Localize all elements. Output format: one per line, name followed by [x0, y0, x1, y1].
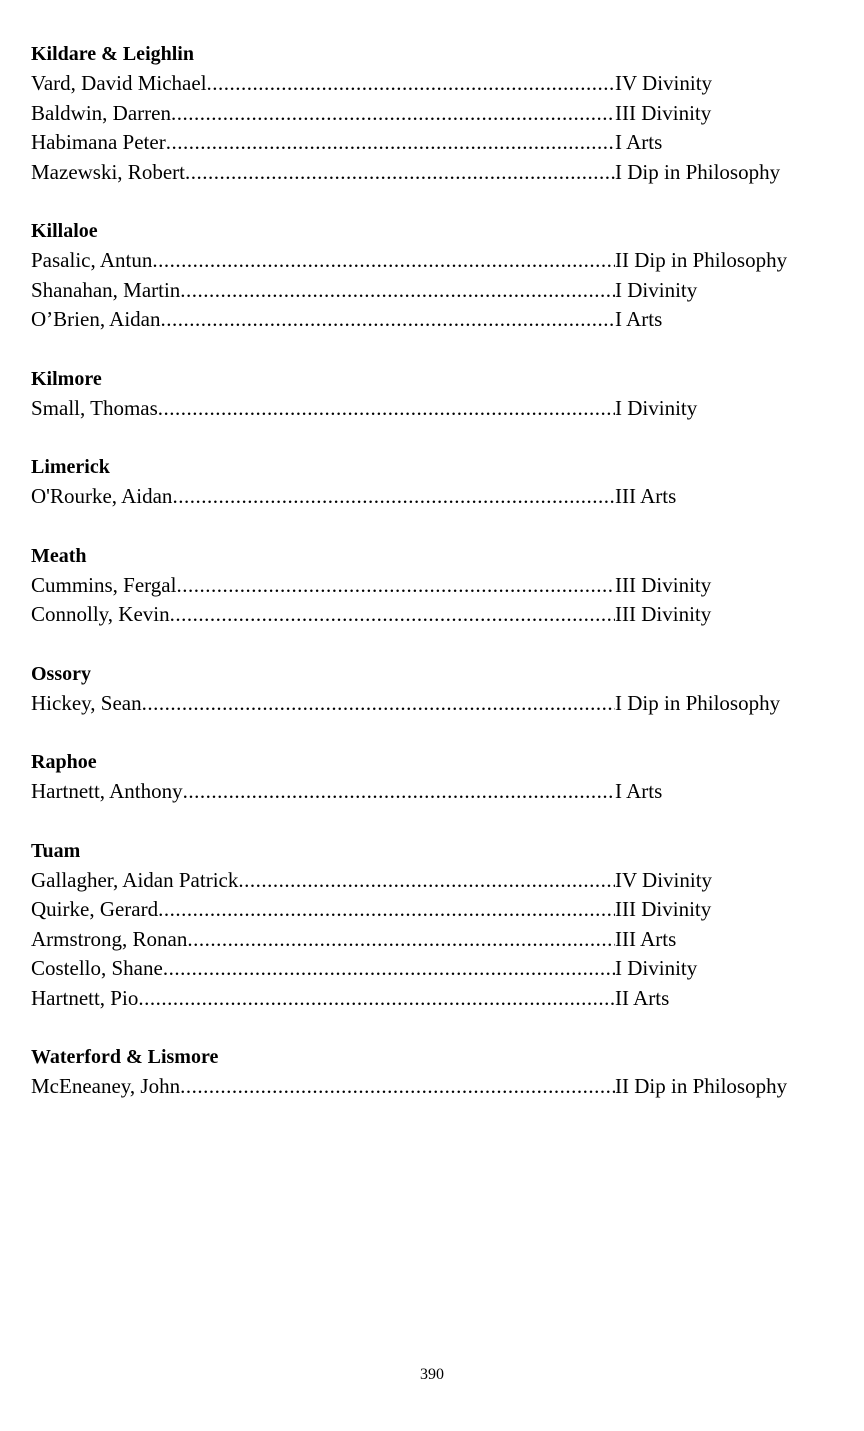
- entry-name: O'Rourke, Aidan: [31, 484, 173, 508]
- list-item: [31, 305, 831, 335]
- dot-leader: [170, 600, 615, 630]
- entry-course: I Arts: [615, 130, 663, 154]
- list-item: [31, 128, 831, 158]
- entry-name: Pasalic, Antun: [31, 248, 153, 272]
- entry-course: I Divinity: [615, 956, 698, 980]
- dot-leader: [238, 866, 615, 896]
- list-item: [31, 1072, 831, 1102]
- section-raphoe: [31, 748, 831, 807]
- entry-name: Armstrong, Ronan: [31, 926, 188, 951]
- dot-leader: [152, 246, 615, 276]
- section-heading: Kilmore: [31, 367, 102, 390]
- list-item: [31, 777, 831, 807]
- entry-course: III Divinity: [615, 572, 712, 597]
- entry-course: I Arts: [615, 307, 663, 331]
- entry-name: Shanahan, Martin: [31, 277, 181, 302]
- list-item: [31, 571, 831, 601]
- section-killaloe: [31, 217, 831, 335]
- entry-course: III Divinity: [615, 602, 712, 626]
- section-waterford-lismore: [31, 1043, 831, 1102]
- list-item: [31, 482, 831, 512]
- dot-leader: [187, 925, 615, 955]
- entry-name: Habimana Peter: [31, 130, 166, 154]
- section-ossory: [31, 660, 831, 719]
- entry-name: Hartnett, Anthony: [31, 779, 183, 803]
- entry-name: McEneaney, John: [31, 1074, 181, 1098]
- entry-course: III Divinity: [615, 897, 712, 921]
- section-heading: Raphoe: [31, 751, 97, 773]
- entry-name: Hickey, Sean: [31, 690, 142, 715]
- dot-leader: [185, 158, 615, 188]
- entry-name: Gallagher, Aidan Patrick: [31, 867, 239, 892]
- dot-leader: [207, 69, 615, 99]
- section-tuam: [31, 837, 831, 1014]
- list-item: [31, 689, 831, 719]
- dot-leader: [160, 305, 615, 335]
- entry-course: I Dip in Philosophy: [615, 690, 781, 715]
- list-item: [31, 158, 831, 188]
- entry-course: II Dip in Philosophy: [615, 248, 788, 272]
- dot-leader: [176, 571, 615, 601]
- entry-name: O’Brien, Aidan: [31, 307, 161, 331]
- entry-course: I Divinity: [615, 395, 698, 420]
- list-item: [31, 984, 831, 1014]
- dot-leader: [172, 482, 615, 512]
- entry-course: II Arts: [615, 985, 670, 1010]
- entry-course: III Arts: [615, 484, 677, 508]
- section-heading: Ossory: [31, 662, 91, 685]
- dot-leader: [163, 954, 615, 984]
- dot-leader: [166, 128, 615, 158]
- section-heading: Tuam: [31, 839, 81, 862]
- entry-name: Small, Thomas: [31, 395, 158, 420]
- entry-name: Connolly, Kevin: [31, 602, 170, 626]
- list-item: [31, 276, 831, 306]
- section-heading: Waterford & Lismore: [31, 1046, 219, 1068]
- dot-leader: [180, 1072, 615, 1102]
- entry-course: I Divinity: [615, 277, 698, 302]
- section-heading: Kildare & Leighlin: [31, 43, 194, 65]
- section-kildare-leighlin: [31, 40, 831, 187]
- section-meath: [31, 542, 831, 630]
- section-heading: Limerick: [31, 456, 110, 478]
- section-heading: Killaloe: [31, 220, 98, 242]
- dot-leader: [158, 394, 615, 424]
- entry-name: Cummins, Fergal: [31, 572, 177, 597]
- entry-course: I Arts: [615, 779, 663, 803]
- section-limerick: [31, 453, 831, 512]
- list-item: [31, 600, 831, 630]
- page-number: 390: [420, 1366, 444, 1383]
- dot-leader: [183, 777, 615, 807]
- entry-course: I Dip in Philosophy: [615, 159, 781, 184]
- entry-name: Mazewski, Robert: [31, 159, 185, 184]
- entry-name: Quirke, Gerard: [31, 897, 159, 921]
- entry-name: Baldwin, Darren: [31, 100, 171, 125]
- list-item: [31, 866, 831, 896]
- list-item: [31, 394, 831, 424]
- list-item: [31, 895, 831, 925]
- entry-name: Costello, Shane: [31, 956, 163, 980]
- list-item: [31, 925, 831, 955]
- dot-leader: [138, 984, 615, 1014]
- entry-course: III Divinity: [615, 100, 712, 125]
- entry-course: IV Divinity: [615, 867, 713, 892]
- entry-course: III Arts: [615, 926, 677, 951]
- list-item: [31, 954, 831, 984]
- dot-leader: [180, 276, 615, 306]
- list-item: [31, 69, 831, 99]
- dot-leader: [171, 99, 615, 129]
- entry-course: IV Divinity: [615, 71, 713, 95]
- entry-name: Vard, David Michael: [31, 71, 207, 95]
- list-item: [31, 99, 831, 129]
- section-heading: Meath: [31, 544, 87, 567]
- entry-course: II Dip in Philosophy: [615, 1074, 788, 1098]
- list-item: [31, 246, 831, 276]
- dot-leader: [142, 689, 615, 719]
- entry-name: Hartnett, Pio: [31, 985, 139, 1010]
- document-page: [31, 40, 831, 1132]
- dot-leader: [158, 895, 615, 925]
- section-kilmore: [31, 365, 831, 424]
